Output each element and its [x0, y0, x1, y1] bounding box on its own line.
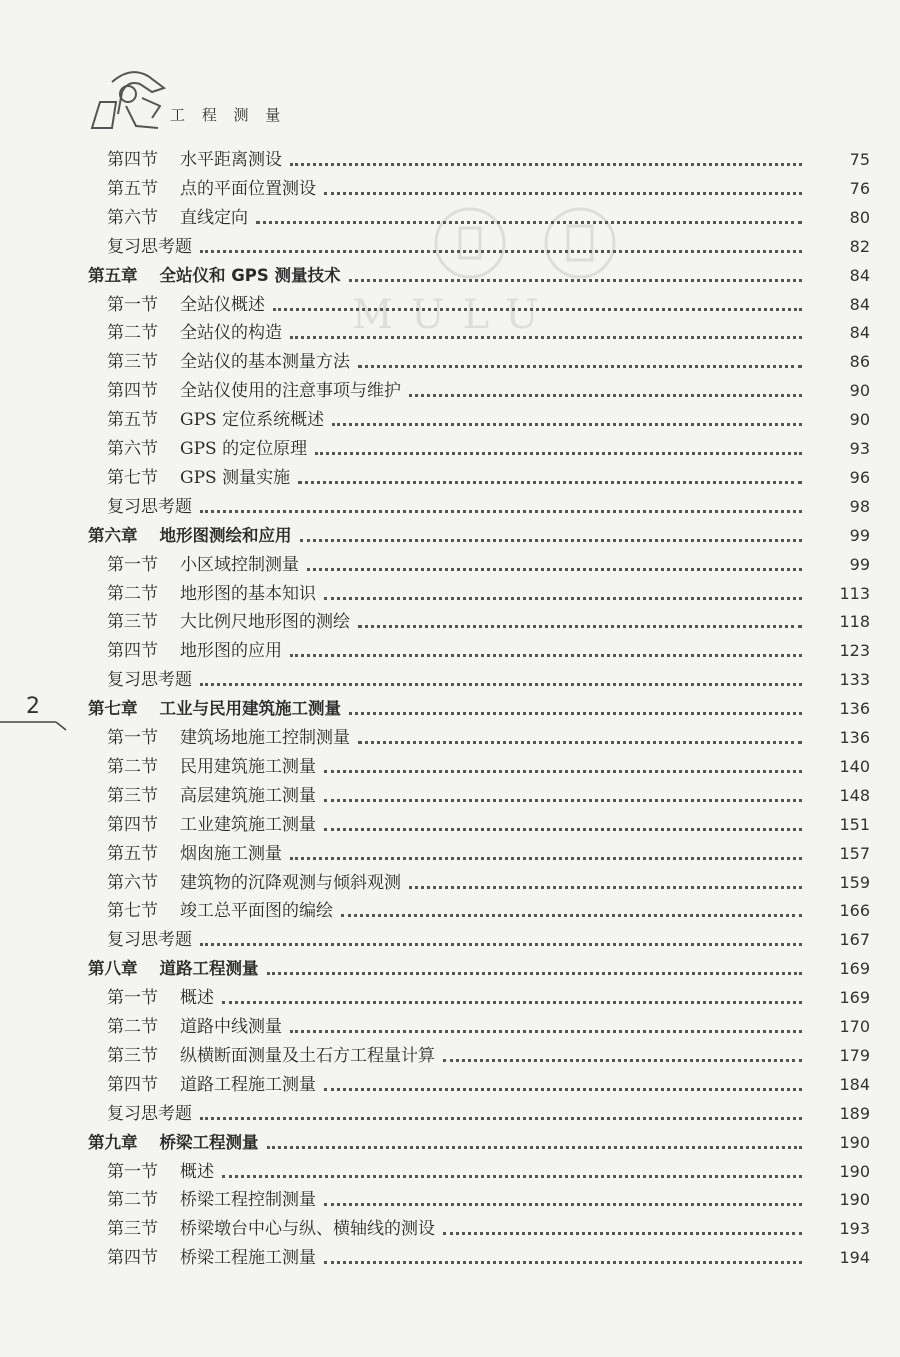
toc-entry-title: 复习思考题: [107, 930, 192, 951]
background-show-through-text: MULU: [352, 292, 557, 338]
toc-entry-title: 工业与民用建筑施工测量: [159, 699, 341, 719]
toc-section-row: [0, 894, 900, 922]
toc-entry-number: 第六节: [107, 207, 158, 228]
toc-entry-number: 第二节: [107, 756, 158, 777]
toc-page-number: 166: [839, 901, 870, 921]
toc-section-row: [0, 374, 900, 402]
toc-entry-number: 第七节: [107, 467, 158, 488]
toc-entry-number: 第五节: [107, 178, 158, 199]
dot-leader: [290, 161, 802, 166]
toc-entry-title: 桥梁墩台中心与纵、横轴线的测设: [180, 1219, 435, 1240]
toc-entry-title: 复习思考题: [107, 1103, 192, 1124]
toc-entry-title: 建筑场地施工控制测量: [180, 728, 350, 748]
toc-section-row: [0, 432, 900, 460]
toc-entry-label: [107, 900, 333, 922]
toc-chapter-row: [0, 692, 900, 720]
toc-chapter-row: [0, 259, 900, 287]
toc-entry-title: 复习思考题: [107, 236, 192, 257]
toc-entry-title: 高层建筑施工测量: [180, 785, 316, 806]
toc-entry-title: 地形图的基本知识: [180, 583, 316, 604]
toc-entry-title: 地形图的应用: [180, 641, 282, 662]
dot-leader: [358, 623, 802, 628]
toc-section-row: [0, 1039, 900, 1067]
toc-section-row: [0, 837, 900, 865]
toc-page-number: 159: [839, 872, 870, 892]
toc-entry-label: [107, 467, 290, 489]
toc-page-number: 157: [839, 843, 870, 863]
toc-entry-label: [107, 380, 401, 402]
dot-leader: [332, 421, 802, 426]
toc-entry-title: 道路工程测量: [159, 959, 259, 979]
dot-leader: [290, 652, 802, 657]
toc-entry-label: [107, 351, 350, 373]
toc-entry-number: 第六章: [88, 525, 138, 545]
toc-entry-number: 第四节: [107, 381, 158, 402]
toc-entry-label: [107, 611, 350, 633]
dot-leader: [200, 1115, 802, 1120]
toc-page-number: 82: [849, 236, 870, 256]
toc-section-row: [0, 201, 900, 229]
toc-page-number: 118: [839, 612, 870, 632]
dot-leader: [341, 912, 802, 917]
toc-entry-number: 第一节: [107, 988, 158, 1009]
toc-entry-label: [107, 438, 307, 460]
toc-section-row: [0, 577, 900, 605]
toc-entry-label: [107, 872, 401, 894]
toc-entry-number: 第三节: [107, 1045, 158, 1066]
dot-leader: [324, 595, 802, 600]
toc-entry-title: GPS 测量实施: [180, 467, 291, 488]
toc-entry-title: 水平距离测设: [180, 150, 282, 170]
toc-entry-title: 全站仪概述: [180, 294, 265, 315]
toc-entry-number: 第七章: [88, 699, 138, 719]
toc-section-row: [0, 634, 900, 662]
toc-section-row: [0, 316, 900, 344]
dot-leader: [324, 1259, 802, 1264]
toc-page-number: 123: [839, 641, 870, 661]
dot-leader: [409, 884, 802, 889]
toc-chapter-row: [0, 519, 900, 547]
toc-section-row: [0, 143, 900, 171]
toc-section-row: [0, 1010, 900, 1038]
toc-entry-label: [107, 496, 192, 518]
toc-entry-label: [107, 1016, 282, 1038]
toc-entry-label: [107, 1218, 435, 1240]
toc-entry-title: 小区域控制测量: [180, 554, 299, 575]
toc-entry-label: [88, 525, 292, 547]
toc-page-number: 193: [839, 1219, 870, 1239]
toc-entry-title: 建筑物的沉降观测与倾斜观测: [180, 872, 401, 893]
dot-leader: [267, 1144, 803, 1149]
toc-entry-number: 第八章: [88, 959, 138, 979]
dot-leader: [315, 450, 802, 455]
toc-entry-number: 第三节: [107, 1219, 158, 1240]
dot-leader: [222, 1173, 802, 1178]
toc-page-number: 148: [839, 785, 870, 805]
toc-entry-number: 第五节: [107, 843, 158, 864]
toc-entry-number: 第六节: [107, 872, 158, 893]
toc-entry-number: 第五节: [107, 410, 158, 431]
toc-entry-number: 第四节: [107, 641, 158, 662]
dot-leader: [298, 479, 802, 484]
toc-entry-number: 第二节: [107, 323, 158, 344]
dot-leader: [200, 248, 802, 253]
toc-entry-label: [88, 1132, 259, 1154]
toc-page-number: 84: [849, 265, 870, 285]
toc-entry-label: [107, 1161, 214, 1183]
toc-entry-number: 第三节: [107, 612, 158, 633]
dot-leader: [222, 999, 802, 1004]
dot-leader: [324, 1086, 802, 1091]
toc-section-row: [0, 605, 900, 633]
toc-entry-label: [107, 149, 282, 171]
toc-page-number: 184: [839, 1074, 870, 1094]
dot-leader: [358, 739, 802, 744]
dot-leader: [273, 306, 802, 311]
toc-entry-label: [107, 322, 282, 344]
toc-page-number: 167: [839, 930, 870, 950]
toc-page-number: 190: [839, 1190, 870, 1210]
toc-page-number: 76: [849, 178, 870, 198]
toc-entry-title: GPS 定位系统概述: [180, 410, 325, 431]
toc-entry-label: [107, 294, 265, 316]
toc-section-row: [0, 403, 900, 431]
dot-leader: [290, 1028, 802, 1033]
toc-entry-label: [107, 785, 316, 807]
toc-section-row: [0, 1183, 900, 1211]
toc-entry-label: [107, 236, 192, 258]
toc-section-row: [0, 1212, 900, 1240]
toc-page-number: 99: [849, 525, 870, 545]
toc-entry-number: 第九章: [88, 1132, 138, 1152]
toc-entry-title: 桥梁工程施工测量: [180, 1248, 316, 1269]
toc-entry-title: 全站仪使用的注意事项与维护: [180, 381, 401, 402]
toc-entry-label: [107, 1189, 316, 1211]
dot-leader: [324, 768, 802, 773]
toc-page-number: 86: [849, 352, 870, 372]
toc-entry-number: 第四节: [107, 1248, 158, 1269]
toc-page-number: 75: [849, 150, 870, 169]
toc-page-number: 190: [839, 1161, 870, 1181]
toc-entry-title: 民用建筑施工测量: [180, 756, 316, 777]
toc-entry-label: [107, 409, 324, 431]
dot-leader: [256, 219, 802, 224]
toc-page-number: 99: [849, 554, 870, 574]
book-title: 工 程 测 量: [170, 106, 287, 124]
toc-entry-title: 竣工总平面图的编绘: [180, 901, 333, 922]
toc-entry-label: [107, 583, 316, 605]
toc-section-row: [0, 1241, 900, 1269]
toc-entry-label: [107, 727, 350, 749]
page-number: 2: [26, 694, 40, 719]
toc-page-number: 133: [839, 670, 870, 690]
dot-leader: [443, 1230, 802, 1235]
toc-entry-number: 第四节: [107, 814, 158, 835]
toc-section-row: [0, 923, 900, 951]
toc-page-number: 170: [839, 1017, 870, 1036]
toc-entry-label: [107, 843, 282, 865]
toc-entry-title: 道路中线测量: [180, 1017, 282, 1037]
toc-section-row: [0, 779, 900, 807]
toc-page-number: 179: [839, 1045, 870, 1065]
toc-entry-number: 第一节: [107, 554, 158, 575]
toc-entry-label: [107, 929, 192, 951]
toc-entry-label: [107, 1074, 316, 1096]
toc-entry-number: 第一节: [107, 1161, 158, 1182]
toc-section-row: [0, 866, 900, 894]
toc-entry-label: [88, 265, 341, 287]
dot-leader: [200, 941, 802, 946]
dot-leader: [324, 826, 802, 831]
dot-leader: [300, 537, 803, 542]
dot-leader: [290, 855, 802, 860]
toc-entry-title: GPS 的定位原理: [180, 439, 308, 459]
toc-page-number: 98: [849, 496, 870, 516]
dot-leader: [200, 681, 802, 686]
toc-section-row: [0, 663, 900, 691]
toc-entry-number: 第四节: [107, 1074, 158, 1095]
dot-leader: [290, 334, 802, 339]
page-header: [82, 62, 322, 134]
toc-entry-number: 第六节: [107, 439, 158, 459]
page-number-rule: [0, 718, 70, 732]
toc-section-row: [0, 721, 900, 749]
toc-entry-label: [107, 1247, 316, 1269]
toc-entry-label: [88, 698, 341, 720]
toc-entry-number: 第二节: [107, 583, 158, 604]
toc-entry-title: 工业建筑施工测量: [180, 814, 316, 835]
toc-entry-label: [107, 1103, 192, 1125]
toc-page-number: 140: [839, 756, 870, 776]
toc-entry-number: 第四节: [107, 150, 158, 170]
toc-entry-label: [107, 1045, 435, 1067]
toc-page-number: 194: [839, 1248, 870, 1268]
toc-entry-title: 纵横断面测量及土石方工程量计算: [180, 1045, 435, 1066]
toc-entry-number: 第五章: [88, 265, 138, 285]
toc-entry-label: [107, 640, 282, 662]
toc-section-row: [0, 548, 900, 576]
book-logo-icon: [82, 62, 172, 134]
dot-leader: [267, 970, 803, 975]
toc-entry-title: 桥梁工程控制测量: [180, 1190, 316, 1211]
toc-entry-number: 第二节: [107, 1017, 158, 1037]
toc-entry-title: 概述: [180, 1161, 214, 1182]
dot-leader: [200, 508, 802, 513]
toc-entry-title: 全站仪的基本测量方法: [180, 352, 350, 373]
toc-entry-number: 第三节: [107, 785, 158, 806]
toc-entry-title: 复习思考题: [107, 496, 192, 517]
toc-entry-label: [107, 554, 299, 576]
toc-section-row: [0, 1068, 900, 1096]
dot-leader: [324, 190, 802, 195]
toc-section-row: [0, 490, 900, 518]
dot-leader: [307, 566, 802, 571]
dot-leader: [324, 1201, 802, 1206]
toc-section-row: [0, 750, 900, 778]
toc-page-number: 93: [849, 439, 870, 458]
toc-page-number: 90: [849, 410, 870, 430]
toc-entry-title: 地形图测绘和应用: [159, 525, 292, 545]
toc-page-number: 113: [839, 583, 870, 603]
toc-entry-title: 全站仪和 GPS 测量技术: [159, 265, 341, 285]
toc-page-number: 151: [839, 814, 870, 834]
dot-leader: [349, 710, 802, 715]
toc-section-row: [0, 461, 900, 489]
dot-leader: [358, 363, 802, 368]
toc-page-number: 84: [849, 294, 870, 314]
toc-page-number: 136: [839, 699, 870, 719]
toc-entry-number: 第二节: [107, 1190, 158, 1211]
toc-entry-title: 全站仪的构造: [180, 323, 282, 344]
dot-leader: [443, 1057, 802, 1062]
toc-entry-title: 桥梁工程测量: [159, 1132, 259, 1152]
toc-entry-number: 第一节: [107, 294, 158, 315]
toc-section-row: [0, 288, 900, 316]
toc-page-number: 190: [839, 1132, 870, 1152]
toc-entry-number: 第一节: [107, 728, 158, 748]
toc-entry-title: 复习思考题: [107, 670, 192, 691]
toc-page-number: 136: [839, 728, 870, 747]
toc-entry-title: 烟囱施工测量: [180, 843, 282, 864]
toc-page-number: 169: [839, 959, 870, 979]
toc-entry-title: 道路工程施工测量: [180, 1074, 316, 1095]
toc-section-row: [0, 1097, 900, 1125]
toc-section-row: [0, 808, 900, 836]
toc-entry-label: [107, 669, 192, 691]
toc-page-number: 189: [839, 1103, 870, 1123]
toc-entry-label: [107, 987, 214, 1009]
toc-entry-title: 概述: [180, 988, 214, 1009]
toc-chapter-row: [0, 1126, 900, 1154]
toc-entry-number: 第三节: [107, 352, 158, 373]
toc-entry-title: 大比例尺地形图的测绘: [180, 612, 350, 633]
toc-section-row: [0, 172, 900, 200]
toc-entry-number: 第七节: [107, 901, 158, 922]
dot-leader: [409, 392, 802, 397]
toc-page-number: 90: [849, 381, 870, 401]
toc-entry-label: [107, 756, 316, 778]
toc-section-row: [0, 1155, 900, 1183]
toc-section-row: [0, 345, 900, 373]
toc-entry-label: [107, 814, 316, 836]
toc-entry-title: 直线定向: [180, 207, 248, 228]
toc-page-number: 169: [839, 988, 870, 1008]
toc-page-number: 80: [849, 207, 870, 227]
toc-section-row: [0, 230, 900, 258]
toc-entry-label: [107, 207, 248, 229]
toc-entry-title: 点的平面位置测设: [180, 178, 316, 199]
toc-entry-label: [88, 958, 259, 980]
dot-leader: [324, 797, 802, 802]
toc-page-number: 84: [849, 323, 870, 343]
toc-entry-label: [107, 178, 316, 200]
toc-page-number: 96: [849, 467, 870, 487]
toc-chapter-row: [0, 952, 900, 980]
toc-section-row: [0, 981, 900, 1009]
dot-leader: [349, 277, 802, 282]
